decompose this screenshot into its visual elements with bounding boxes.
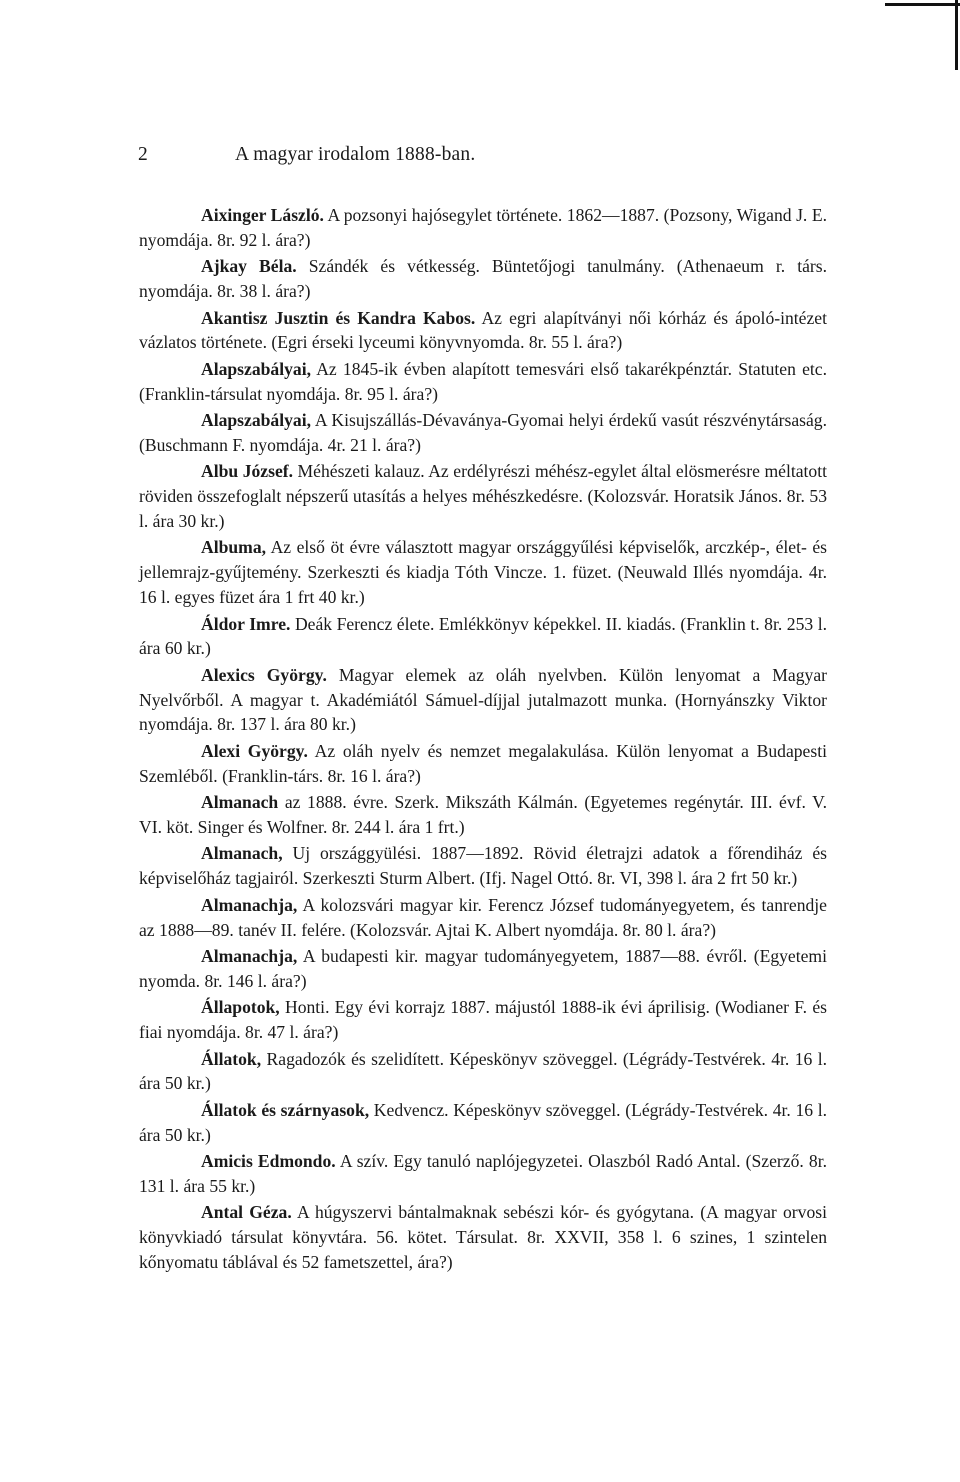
entry-author: Áldor Imre. — [201, 613, 291, 634]
entry-author: Almanachja, — [201, 894, 298, 915]
entry-author: Alexi György. — [201, 740, 308, 761]
bibliography-entry — [139, 1098, 827, 1148]
entry-description: A pozsonyi hajósegylet története. 1862—1887. (Pozsony, Wigand J. E. nyomdája. 8r. 92 l. ára?) — [139, 205, 827, 250]
entry-description: Az egri alapítványi női kórház és ápoló-intézet vázlatos története. (Egri érseki lyceumi könyvnyomda. 8r. 55 l. ára?) — [139, 307, 827, 353]
bibliography-entry — [139, 1047, 827, 1097]
entry-author: Almanach — [201, 792, 279, 813]
entry-author: Antal Géza. — [201, 1202, 292, 1223]
entry-author: Akantisz Jusztin és Kandra Kabos. — [201, 307, 476, 328]
top-border-rule — [885, 3, 960, 6]
entry-author: Aixinger László. — [201, 205, 324, 225]
entry-author: Állapotok, — [201, 997, 280, 1018]
bibliography-entry — [139, 612, 827, 662]
entry-author: Állatok, — [201, 1048, 262, 1069]
bibliography-list — [139, 203, 827, 1277]
bibliography-entry — [139, 254, 827, 304]
entry-author: Alapszabályai, — [201, 358, 311, 379]
entry-author: Albu József. — [201, 461, 294, 482]
bibliography-entry — [139, 893, 827, 943]
page-header — [138, 144, 828, 178]
entry-author: Almanachja, — [201, 946, 298, 967]
bibliography-entry — [139, 1149, 827, 1199]
entry-description: Az oláh nyelv és nemzet megalakulása. Külön lenyomat a Budapesti Szemléből. (Franklin-társ. 8r. 16 l. ára?) — [139, 740, 827, 786]
entry-description: az 1888. évre. Szerk. Mikszáth Kálmán. (Egyetemes regénytár. III. évf. V. VI. köt. Singer és Wolfner. 8r. 244 l. ára 1 frt.) — [139, 792, 827, 837]
entry-author: Alexics György. — [201, 664, 327, 685]
entry-description: Honti. Egy évi korrajz 1887. májustól 1888-ik évi áprilisig. (Wodianer F. és fiai nyomdája. 8r. 47 l. ára?) — [139, 997, 827, 1043]
entry-author: Ajkay Béla. — [201, 256, 297, 277]
entry-author: Állatok és szárnyasok, — [201, 1099, 370, 1120]
bibliography-entry — [139, 995, 827, 1045]
bibliography-entry — [139, 459, 827, 533]
entry-description: A Kisujszállás-Dévaványa-Gyomai helyi érdekű vasút részvénytársaság. (Buschmann F. nyomdája. 4r. 21 l. ára?) — [139, 410, 827, 455]
entry-description: Az 1845-ik évben alapított temesvári első takarékpénztár. Statuten etc. (Franklin-társulat nyomdája. 8r. 95 l. ára?) — [139, 358, 827, 404]
entry-description: Magyar elemek az oláh nyelvben. Külön lenyomat a Magyar Nyelvőrből. A magyar t. Akadémiától Sámuel-díjjal jutalmazott munka. (Hornyánszky Viktor nyomdája. 8r. 137 l. ára 80 kr.) — [139, 664, 827, 735]
entry-description: A szív. Egy tanuló naplójegyzetei. Olaszból Radó Antal. (Szerző. 8r. 131 l. ára 55 kr.) — [139, 1151, 827, 1196]
bibliography-entry — [139, 203, 827, 253]
bibliography-entry — [139, 357, 827, 407]
entry-description: A budapesti kir. magyar tudományegyetem, 1887—88. évről. (Egyetemi nyomda. 8r. 146 l. ára?) — [139, 946, 827, 991]
bibliography-entry — [139, 790, 827, 840]
entry-description: Deák Ferencz élete. Emlékkönyv képekkel. II. kiadás. (Franklin t. 8r. 253 l. ára 60 kr.) — [139, 613, 827, 659]
entry-description: Szándék és vétkesség. Büntetőjogi tanulmány. (Athenaeum r. társ. nyomdája. 8r. 38 l. ára?) — [139, 256, 828, 302]
entry-author: Albuma, — [201, 537, 267, 558]
entry-description: Uj országgyülési. 1887—1892. Rövid életrajzi adatok a főrendiház és képviselőház tagjairól. Szerkeszti Sturm Albert. (Ifj. Nagel Ottó. 8r. VI, 398 l. ára 2 frt 50 kr.) — [139, 843, 827, 889]
entry-description: Ragadozók és szelidített. Képeskönyv szöveggel. (Légrády-Testvérek. 4r. 16 l. ára 50 kr.) — [139, 1048, 827, 1094]
page-number: 2 — [138, 144, 148, 165]
right-border-rule — [955, 0, 958, 70]
bibliography-entry — [139, 841, 827, 891]
entry-description: Kedvencz. Képeskönyv szöveggel. (Légrády-Testvérek. 4r. 16 l. ára 50 kr.) — [139, 1099, 827, 1145]
bibliography-entry — [139, 306, 827, 356]
bibliography-entry — [139, 944, 827, 994]
entry-author: Alapszabályai, — [201, 410, 311, 431]
entry-description: A húgyszervi bántalmaknak sebészi kór- és gyógytana. (A magyar orvosi könyvkiadó társulat könyvtára. 56. kötet. Társulat. 8r. XXVII, 358 l. 6 szines, 1 szintelen kőnyomatu táblával és 52 fametszettel, ára?) — [139, 1202, 827, 1273]
entry-description: Az első öt évre választott magyar országgyűlési képviselők, arczkép-, élet- és jellemrajz-gyűjtemény. Szerkeszti és kiadja Tóth Vincze. 1. füzet. (Neuwald Illés nyomdája. 4r. 16 l. egyes füzet ára 1 frt 40 kr.) — [139, 537, 827, 608]
bibliography-entry — [139, 739, 827, 789]
bibliography-entry — [139, 1200, 827, 1274]
running-title: A magyar irodalom 1888-ban. — [235, 144, 476, 165]
entry-description: A kolozsvári magyar kir. Ferencz József tudományegyetem, és tanrendje az 1888—89. tanév II. felére. (Kolozsvár. Ajtai K. Albert nyomdája. 8r. 80 l. ára?) — [139, 894, 827, 940]
bibliography-entry — [139, 535, 827, 609]
entry-description: Méhészeti kalauz. Az erdélyrészi méhész-egylet által elösmerésre méltatott röviden összefoglalt népszerű utasítás a helyes méhészkedésre. (Kolozsvár. Horatsik János. 8r. 53 l. ára 30 kr.) — [139, 461, 827, 531]
entry-author: Almanach, — [201, 843, 283, 864]
bibliography-entry — [139, 408, 827, 458]
bibliography-entry — [139, 663, 827, 737]
entry-author: Amicis Edmondo. — [201, 1151, 336, 1172]
